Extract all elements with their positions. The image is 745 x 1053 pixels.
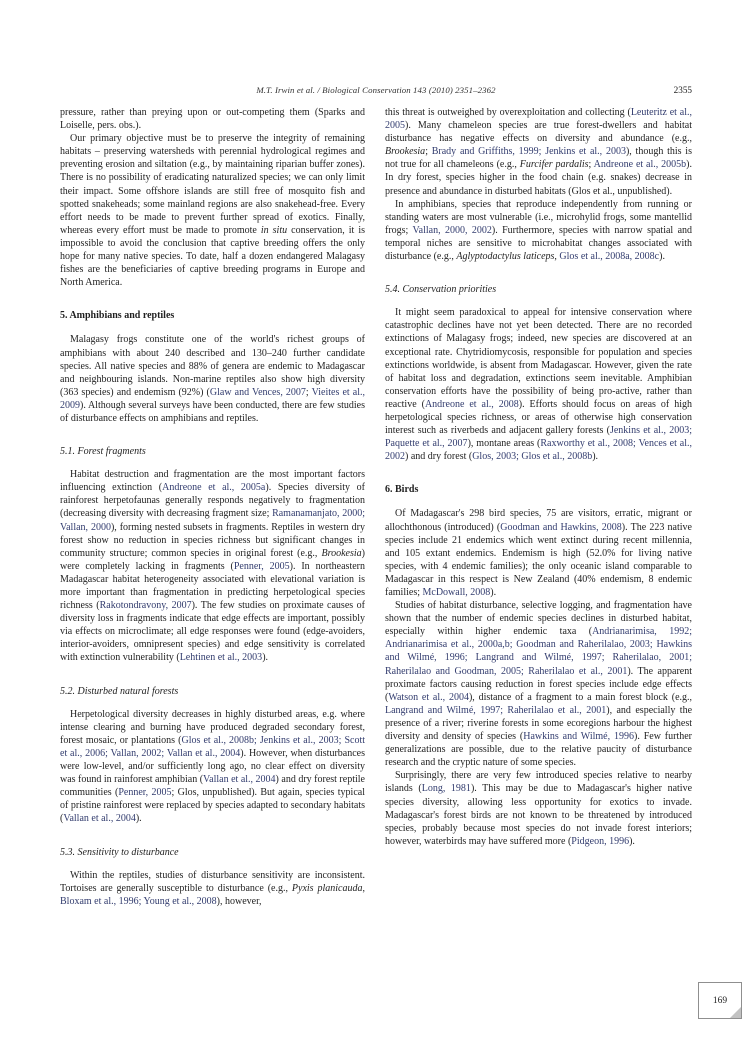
text-run: ). This may be due to Madagascar's higher native species diversity, allowing less opportunity for exotics to invade. Madagascar's forest birds are not known to be threatened by introduced species, probably because most species do not invade forest interiors; however, waterbirds may have suffered more (: [385, 783, 693, 847]
subsection-heading: 5.1. Forest fragments: [60, 446, 146, 458]
citation-link[interactable]: Andreone et al., 2008: [424, 398, 519, 410]
paragraph: [385, 507, 692, 599]
text-run: ). Although several surveys have been conducted, there are few studies of disturbance effects on amphibians and reptiles.: [60, 399, 365, 424]
text-run: ).: [490, 587, 497, 598]
citation-link[interactable]: Vieites et al., 2009: [60, 386, 365, 411]
paragraph: [385, 198, 692, 263]
citation-link[interactable]: Glos, 2003; Glos et al., 2008b: [472, 451, 593, 463]
text-run: this threat is outweighed by overexploitation and collecting (: [385, 107, 631, 118]
text-run: ). The 223 native species include 21 endemics which went extinct during recent millennia, and 105 extant endemics. Endemism is high (52.0% for living native species, with 4 endemic families); the only oceanic island comparable to Madagascar in this respect is New Zealand (40% endemism, 8 endemic families;: [385, 521, 692, 598]
citation-link[interactable]: McDowall, 2008: [422, 587, 491, 598]
text-run: Of Madagascar's 298 bird species, 75 are visitors, erratic, migrant or allochthonous (introduced) (: [385, 508, 692, 533]
paragraph: [60, 708, 365, 826]
species-name-italic: Pyxis planicauda: [291, 882, 363, 894]
citation-link[interactable]: Pidgeon, 1996: [571, 835, 630, 847]
text-run: ,: [362, 882, 365, 894]
text-run: ). Many chameleon species are true forest-dwellers and habitat disturbance has negative effects on diversity and abundance (e.g.,: [385, 120, 692, 145]
paragraph: [385, 306, 692, 463]
citation-link[interactable]: Long, 1981: [421, 783, 471, 795]
text-run: ), montane areas (: [467, 438, 541, 450]
citation-link[interactable]: Vallan et al., 2004: [203, 774, 276, 786]
citation-link[interactable]: Vallan et al., 2004: [63, 813, 136, 825]
text-run: Studies of habitat disturbance, selective logging, and fragmentation have shown that the number of endemic species declines in disturbed habitat, especially within higher endemic taxa (: [385, 600, 692, 638]
text-run: ) were completely lacking in fragments (: [60, 547, 365, 572]
citation-link[interactable]: Hawkins and Wilmé, 1996: [523, 731, 634, 743]
subsection-heading: 5.3. Sensitivity to disturbance: [60, 846, 179, 858]
page-number: 2355: [673, 85, 692, 95]
paragraph: [60, 333, 365, 425]
text-run: ). The few studies on proximate causes of diversity loss in fragments indicate that edge effects are important, possibly via effects on microclimate; all edge responses were found (edge-avoiders, interior-avoiders, omnipresent species) and edge sensitivity is correlated with extinction vulnerability (: [60, 600, 365, 664]
paragraph: [60, 132, 365, 289]
citation-link[interactable]: Vallan, 2000, 2002: [412, 224, 492, 236]
text-run: ). Furthermore, species with narrow spatial and temporal niches are sensitive to microhabitat changes associated with disturbance (e.g.,: [385, 224, 693, 263]
text-run: Surprisingly, there are very few introduced species relative to nearby islands (: [385, 770, 692, 795]
citation-link[interactable]: Watson et al., 2004: [388, 691, 469, 703]
text-run: ). However, when disturbances were low-level, and/or sufficiently long ago, no clear effect on diversity was found in rainforest amphibian (: [60, 747, 365, 786]
citation-link[interactable]: Glaw and Vences, 2007: [209, 386, 306, 398]
text-run: It might seem paradoxical to appeal for intensive conservation where catastrophic declines have not yet been detected. There are no recorded extinctions of Malagasy frogs; indeed, new species are discovered at an exceptional rate. Chytridiomycosis, responsible for population and species extinctions worldwide, is absent from Madagascar. However, given the rate of habitat loss and degradation, extinctions seem inevitable. Amphibian conservation efforts have the possibility of being pro-active, rather than reactive (: [385, 307, 692, 410]
citation-link[interactable]: Bloxam et al., 1996; Young et al., 2008: [60, 895, 217, 907]
text-run: ), distance of a fragment to a main forest block (e.g.,: [468, 691, 693, 703]
citation-link[interactable]: Andreone et al., 2005b: [593, 159, 687, 171]
page-header: [60, 85, 692, 99]
section-heading: 5. Amphibians and reptiles: [60, 310, 175, 322]
column-left: [60, 106, 365, 908]
text-run: ), though this is not true for all chameleons (e.g.,: [385, 146, 692, 171]
citation-link[interactable]: Raxworthy et al., 2008; Vences et al., 2002: [385, 438, 692, 463]
text-run: Within the reptiles, studies of disturbance sensitivity are inconsistent. Tortoises are generally susceptible to disturbance (e.g.,: [60, 869, 365, 894]
text-run: ). The apparent proximate factors causing reduction in forest species include edge effects (: [385, 665, 692, 703]
text-run: ) and dry forest (: [405, 451, 473, 463]
text-run: ; Glos, unpublished). But again, species typical of pristine rainforest were replaced by species adapted to secondary habitats (: [60, 787, 365, 825]
citation-link[interactable]: Andrianarimisa, 1992; Andrianarimisa et al., 2000a,b; Goodman and Raherilalao, 2003; Hawkins and Wilmé, 1996; Langrand and Wilmé, 1997; Raherilalao, 2001; Raherilalao and Goodman, 2005; Raherilalao et al., 2001: [385, 626, 692, 677]
running-title: M.T. Irwin et al. / Biological Conservation 143 (2010) 2351–2362: [256, 85, 496, 95]
species-name-italic: Aglyptodactylus laticeps: [456, 251, 555, 263]
text-run: ,: [554, 251, 560, 263]
species-name-italic: Furcifer pardalis: [519, 159, 589, 171]
citation-link[interactable]: Ramanamanjato, 2000; Vallan, 2000: [60, 508, 365, 533]
citation-link[interactable]: Lehtinen et al., 2003: [179, 652, 263, 664]
folded-corner-icon: [730, 1007, 741, 1018]
citation-link[interactable]: Glos et al., 2008b; Jenkins et al., 2003; Scott et al., 2006; Vallan, 2002; Vallan et al., 2004: [60, 734, 365, 759]
text-run: ;: [305, 386, 312, 398]
text-run: ).: [592, 451, 599, 463]
citation-link[interactable]: Glos et al., 2008a, 2008c: [559, 251, 660, 263]
text-run: ).: [629, 835, 635, 847]
species-name-italic: Brookesia: [385, 146, 426, 158]
paragraph: [385, 769, 692, 848]
text-run: ;: [588, 159, 594, 171]
species-name-italic: in situ: [260, 224, 288, 236]
text-run: ). Efforts should focus on areas of high herpetological species richness, or areas of otherwise high conservation interest such as riverbeds and adjacent gallery forests (: [385, 398, 692, 437]
text-run: In amphibians, species that reproduce independently from running or standing waters are most vulnerable (i.e., microhylid frogs, some mantellid frogs;: [385, 198, 692, 236]
citation-link[interactable]: Jenkins et al., 2003; Paquette et al., 2007: [385, 425, 692, 450]
citation-link[interactable]: Rakotondravony, 2007: [99, 600, 192, 612]
text-run: Herpetological diversity decreases in highly disturbed areas, e.g. where intense clearing and burning have produced degraded secondary forest, forest mosaic, or plantations (: [60, 708, 365, 746]
citation-link[interactable]: Penner, 2005: [118, 787, 172, 799]
text-run: ).: [262, 652, 269, 664]
citation-link[interactable]: Brady and Griffiths, 1999; Jenkins et al., 2003: [431, 146, 626, 158]
species-name-italic: Brookesia: [321, 547, 362, 559]
citation-link[interactable]: Andreone et al., 2005a: [162, 482, 266, 494]
text-run: ). Few further generalizations are possible, due to the relative paucity of disturbance research and the cryptic nature of some species.: [385, 731, 692, 769]
text-run: ).: [659, 251, 665, 263]
text-run: ), however,: [216, 895, 262, 907]
paragraph: [60, 869, 365, 908]
text-run: pressure, rather than preying upon or out-competing them (Sparks and Loiselle, pers. obs.).: [60, 107, 365, 132]
text-run: conservation, it is impossible to avoid the conclusion that captive breeding offers the only hope for many native species. To date, half a dozen endangered Malagasy fishes are the beneficiaries of captive breeding programs in Europe and North America.: [60, 224, 366, 289]
text-run: ). In dry forest, species higher in the food chain (e.g. snakes) decrease in presence and abundance in disturbed habitats (Glos et al., unpublished).: [385, 159, 692, 197]
page-note-marker[interactable]: [698, 982, 742, 1019]
text-run: ), and especially the presence of a river; riverine forests in some ecoregions harbour the highest diversity and density of species (: [385, 704, 693, 743]
paragraph: [60, 106, 365, 132]
text-run: ).: [135, 813, 142, 825]
text-run: ). In northeastern Madagascar habitat heterogeneity associated with elevational variation is more important than fragmentation in predicting herpetological species richness (: [60, 560, 365, 612]
text-run: ) and dry forest reptile communities (: [60, 774, 365, 799]
text-run: Our primary objective must be to preserve the integrity of remaining habitats – preserving watersheds with perennial hydrological regimes and preventing erosion and siltation (e.g., by maintaining riparian buffer zones). There is no possibility of eradicating naturalized species; we can only limit their impact. Some offshore islands are still free of mosquito fish and spotted snakeheads; some mainland regions are also snakehead-free. Every effort needs to be made to prevent further spread of exotics. Finally, whereas every effort must be made to promote: [60, 133, 365, 236]
paragraph: [60, 468, 365, 664]
text-run: ), forming nested subsets in fragments. Reptiles in western dry forest show no reduction in species richness but significant changes in community structure; common species in original forest (e.g.,: [60, 521, 365, 559]
citation-link[interactable]: Goodman and Hawkins, 2008: [500, 521, 622, 533]
paragraph: [385, 106, 692, 198]
text-run: ). Species diversity of rainforest herpetofaunas generally responds negatively to fragmentation (decreasing diversity with decreasing fragment size;: [60, 482, 365, 520]
text-run: Malagasy frogs constitute one of the world's richest groups of amphibians with about 240 described and 130–240 further candidate species. All native species and 88% of genera are endemic to Madagascar and neighbouring islands. Non-marine reptiles also show high diversity (363 species) and endemism (92%) (: [60, 334, 365, 398]
citation-link[interactable]: Penner, 2005: [233, 560, 290, 572]
column-right: [385, 106, 692, 848]
section-heading: 6. Birds: [385, 484, 419, 496]
subsection-heading: 5.2. Disturbed natural forests: [60, 685, 179, 697]
citation-link[interactable]: Langrand and Wilmé, 1997; Raherilalao et al., 2001: [385, 704, 607, 716]
text-run: ;: [425, 146, 432, 158]
note-marker-label: 169: [712, 995, 728, 1006]
paragraph: [385, 599, 692, 769]
citation-link[interactable]: Leuteritz et al., 2005: [385, 107, 692, 132]
text-run: Habitat destruction and fragmentation are the most important factors influencing extinction (: [60, 469, 365, 494]
subsection-heading: 5.4. Conservation priorities: [385, 284, 497, 296]
